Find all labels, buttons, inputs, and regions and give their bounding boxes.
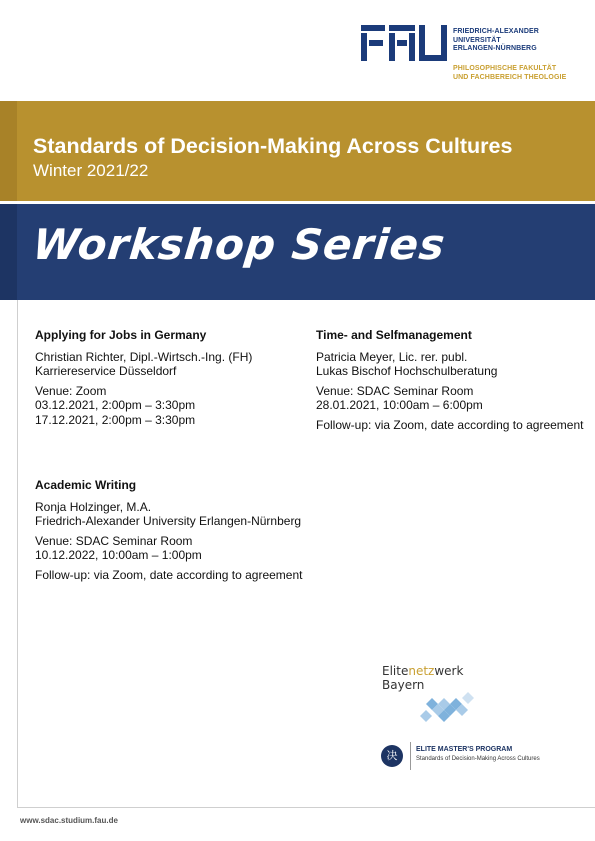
speaker-line: Karriereservice Düsseldorf xyxy=(35,364,177,378)
bottom-divider xyxy=(17,807,595,808)
banner-band-stripe xyxy=(0,204,17,300)
session-venue xyxy=(35,384,305,428)
footer-url[interactable]: www.sdac.studium.fau.de xyxy=(20,816,118,825)
fau-logo xyxy=(361,25,591,85)
fau-university-name xyxy=(453,28,539,54)
session-followup: Follow-up: via Zoom, date according to agreement xyxy=(35,567,303,582)
venue-line: Venue: SDAC Seminar Room xyxy=(35,533,193,548)
venue-line: Venue: Zoom xyxy=(35,383,107,398)
session-speaker xyxy=(35,350,305,379)
venue-line: 17.12.2021, 2:00pm – 3:30pm xyxy=(35,412,196,427)
session-speaker xyxy=(35,500,325,529)
venue-line: Venue: SDAC Seminar Room xyxy=(316,383,474,398)
fau-line-1: FRIEDRICH-ALEXANDER xyxy=(453,28,539,35)
elitenetzwerk-wordmark xyxy=(382,664,492,692)
speaker-line: Friedrich-Alexander University Erlangen-Nürnberg xyxy=(35,514,302,528)
page-subtitle: Winter 2021/22 xyxy=(33,161,149,180)
emp-subtitle: Standards of Decision-Making Across Cultures xyxy=(416,756,540,762)
session-applying-jobs xyxy=(35,328,305,432)
session-speaker xyxy=(316,350,591,379)
fau-line-3: ERLANGEN-NÜRNBERG xyxy=(453,45,537,52)
fau-line-2: UNIVERSITÄT xyxy=(453,36,501,44)
fau-faculty-line-2: UND FACHBEREICH THEOLOGIE xyxy=(453,73,567,81)
session-venue xyxy=(35,534,325,563)
speaker-line: Patricia Meyer, Lic. rer. publ. xyxy=(316,349,468,364)
session-venue xyxy=(316,384,591,413)
emp-divider xyxy=(410,742,411,770)
speaker-line: Lukas Bischof Hochschulberatung xyxy=(316,364,498,378)
elitenetzwerk-part3: werk xyxy=(434,664,464,678)
emp-emblem-icon: 决 xyxy=(381,745,403,767)
session-heading: Applying for Jobs in Germany xyxy=(35,328,207,342)
fau-faculty-line-1: PHILOSOPHISCHE FAKULTÄT xyxy=(453,65,557,72)
title-band-stripe xyxy=(0,101,17,201)
left-divider xyxy=(17,300,18,808)
venue-line: 28.01.2021, 10:00am – 6:00pm xyxy=(316,398,483,412)
speaker-line: Ronja Holzinger, M.A. xyxy=(35,499,152,514)
workshop-series-banner: Workshop Series xyxy=(30,220,448,269)
session-time-management xyxy=(316,328,591,437)
page-title: Standards of Decision-Making Across Cultures xyxy=(33,134,513,158)
elitenetzwerk-part2: netz xyxy=(408,664,435,678)
fau-letters-logo xyxy=(361,25,447,61)
venue-line: 10.12.2022, 10:00am – 1:00pm xyxy=(35,548,202,562)
fau-faculty-name xyxy=(453,65,566,82)
elitenetzwerk-part1: Elite xyxy=(382,664,409,678)
session-followup: Follow-up: via Zoom, date according to agreement xyxy=(316,417,584,432)
emp-title: ELITE MASTER'S PROGRAM xyxy=(416,746,513,753)
elite-masters-program-logo xyxy=(381,741,591,773)
bavarian-diamonds-icon xyxy=(416,690,478,726)
session-heading: Academic Writing xyxy=(35,478,137,492)
session-academic-writing xyxy=(35,478,325,587)
elitenetzwerk-bayern: Bayern xyxy=(382,678,425,692)
speaker-line: Christian Richter, Dipl.-Wirtsch.-Ing. (FH) xyxy=(35,349,253,364)
venue-line: 03.12.2021, 2:00pm – 3:30pm xyxy=(35,398,196,412)
session-heading: Time- and Selfmanagement xyxy=(316,328,472,342)
elitenetzwerk-logo xyxy=(382,664,492,734)
